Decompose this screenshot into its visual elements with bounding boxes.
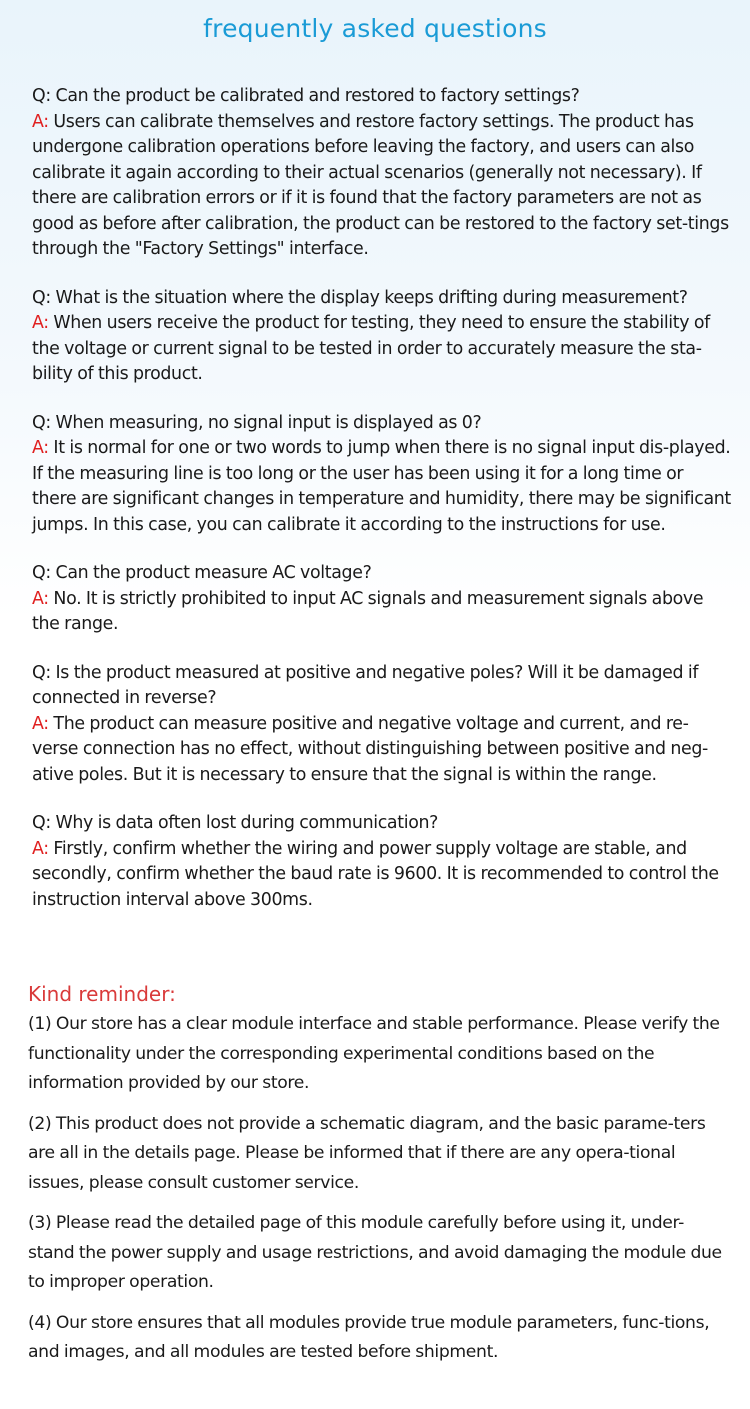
faq-list [32,84,732,936]
answer-text: The product can measure positive and negative voltage and current, and re-verse connection has no effect, without distinguishing between positive and neg-ative poles. But it is necessary to ensure that the signal is within the range. [32,713,708,785]
faq-question: Q: Can the product be calibrated and restored to factory settings? [32,86,580,106]
faq-answer [32,311,732,388]
faq-question: Q: Can the product measure AC voltage? [32,563,372,583]
answer-text: No. It is strictly prohibited to input AC signals and measurement signals above the range. [32,588,704,634]
faq-answer [32,110,732,263]
answer-text: Firstly, confirm whether the wiring and power supply voltage are stable, and secondly, confirm whether the baud rate is 9600. It is recommended to control the instruction interval above 300ms. [32,838,719,910]
reminder-item: (2) This product does not provide a schematic diagram, and the basic parame-ters are all in the details page. Please be informed that if there are any opera-tional issues, please consult customer service. [28,1113,706,1193]
faq-item-display-drifting [32,286,732,388]
faq-item-data-loss [32,811,732,913]
faq-item-no-signal [32,411,732,539]
reminder-item: (4) Our store ensures that all modules provide true module parameters, func-tions, and images, and all modules are tested before shipment. [28,1312,710,1362]
answer-prefix: A: [32,313,49,333]
answer-prefix: A: [32,588,49,609]
reminder-item: (3) Please read the detailed page of this module carefully before using it, under-stand the power supply and usage restrictions, and avoid damaging the module due to improper operation. [28,1213,722,1292]
faq-item-polarity [32,661,732,789]
answer-text: When users receive the product for testing, they need to ensure the stability of the voltage or current signal to be tested in order to accurately measure the sta-bility of this product. [32,313,710,384]
answer-prefix: A: [32,713,49,734]
faq-answer [32,712,732,789]
faq-question: Q: What is the situation where the display keeps drifting during measurement? [32,287,688,308]
faq-question: Q: When measuring, no signal input is displayed as 0? [32,412,482,433]
answer-text: Users can calibrate themselves and restore factory settings. The product has undergone calibration operations before leaving the factory, and users can also calibrate it again according to their actual scenarios (generally not necessary). If there are calibration errors or if it is found that the factory parameters are not as good as before after calibration, the product can be restored to the factory set-tings through the "Factory Settings" interface. [32,111,729,259]
kind-reminder-section [28,980,728,1379]
faq-question: Q: Why is data often lost during communication? [32,813,439,833]
faq-answer [32,587,732,638]
answer-text: It is normal for one or two words to jump when there is no signal input dis-played. If the measuring line is too long or the user has been using it for a long time or there are significant changes in temperature and humidity, there may be significant jumps. In this case, you can calibrate it according to the instructions for use. [32,438,731,535]
faq-answer [32,837,732,914]
faq-item-calibration [32,84,732,263]
faq-answer [32,436,732,538]
reminder-title: Kind reminder: [28,982,176,1006]
faq-item-ac-voltage [32,561,732,638]
answer-prefix: A: [32,838,49,859]
faq-question: Q: Is the product measured at positive and negative poles? Will it be damaged if connected in reverse? [32,662,699,708]
answer-prefix: A: [32,438,49,458]
reminder-item: (1) Our store has a clear module interface and stable performance. Please verify the functionality under the corresponding experimental conditions based on the information provided by our store. [28,1014,720,1093]
page-title: frequently asked questions [203,14,547,43]
answer-prefix: A: [32,111,49,132]
